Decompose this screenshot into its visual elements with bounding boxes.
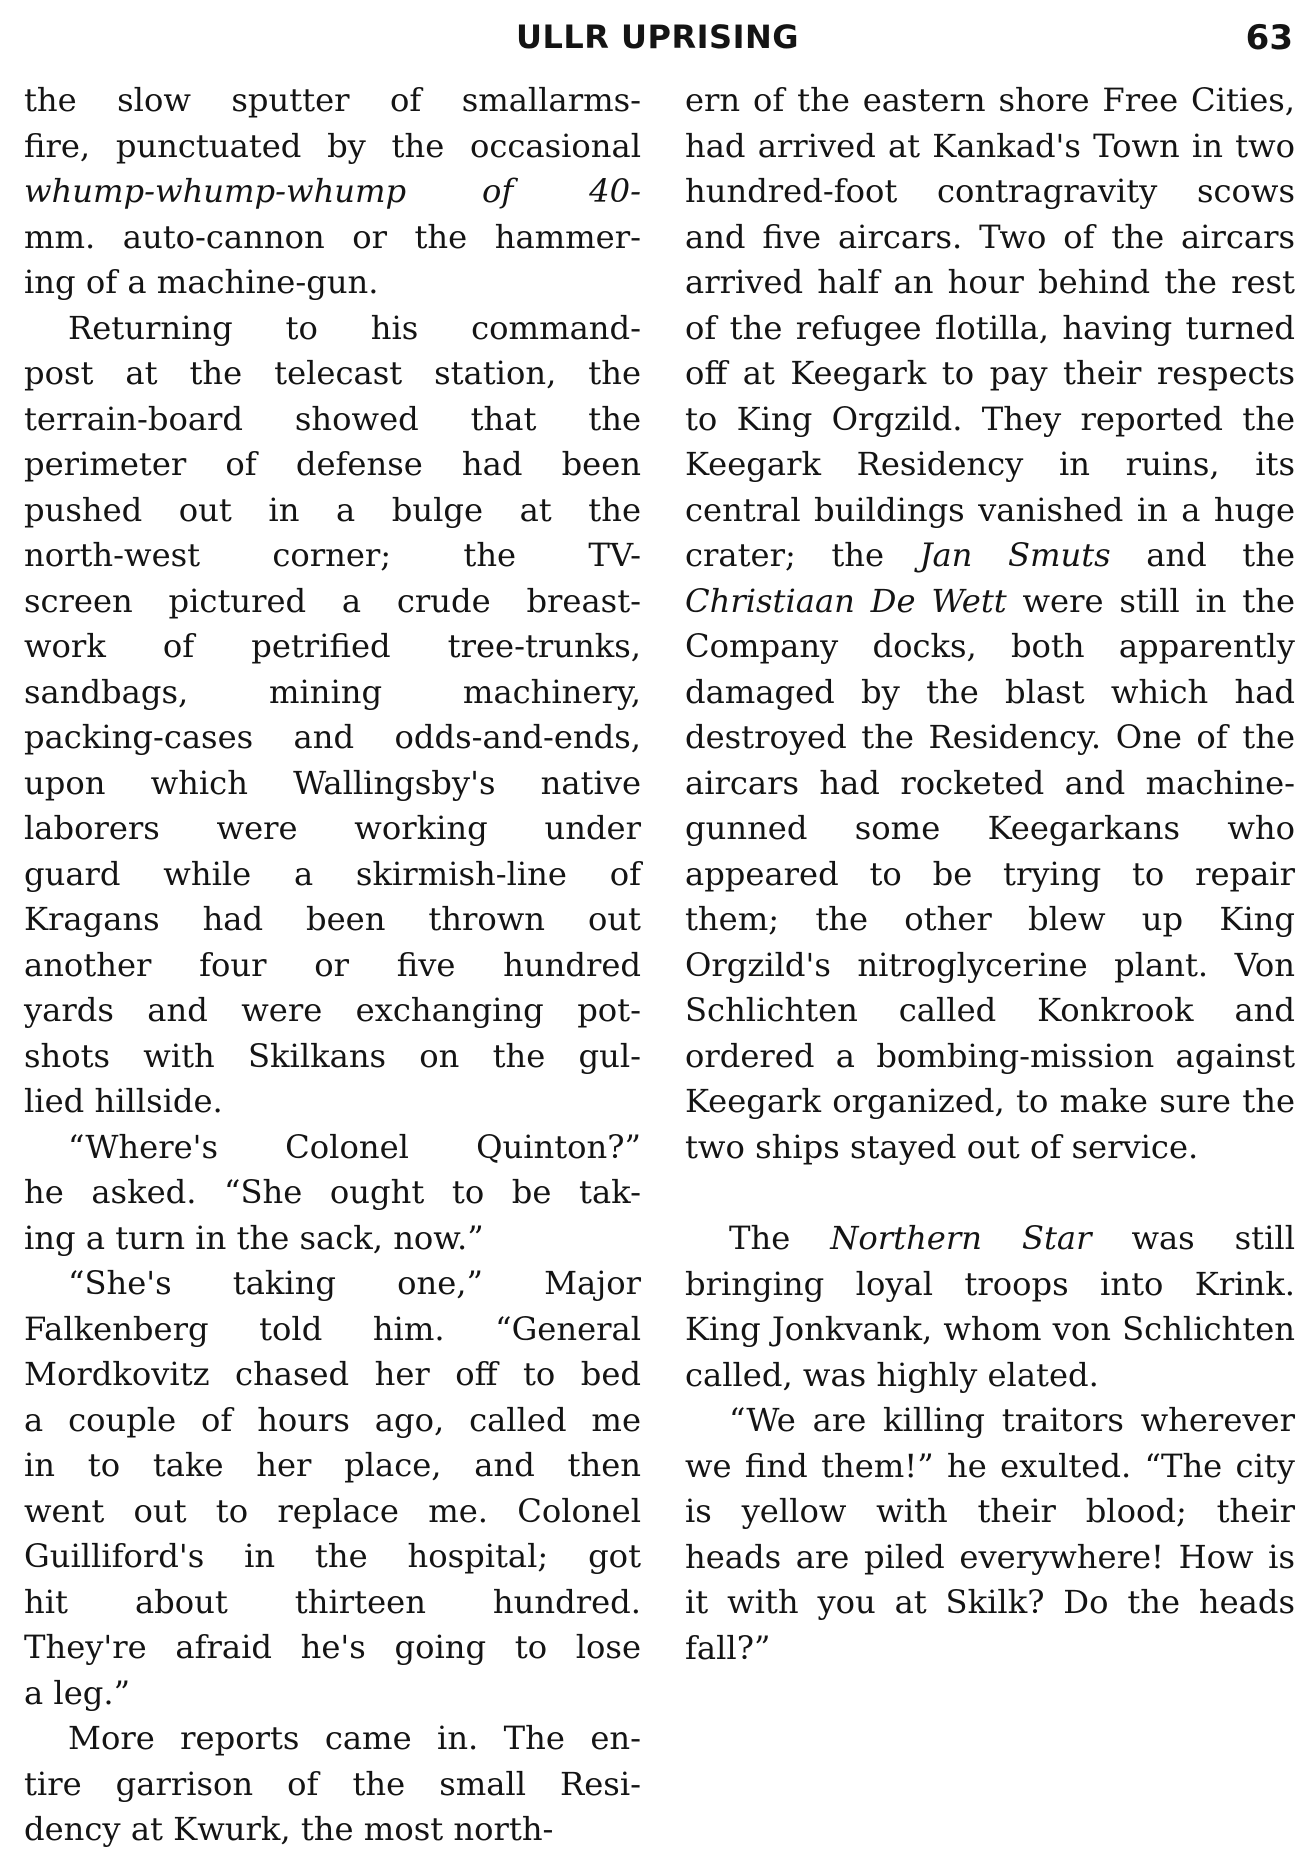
text-line: Kragans had been thrown out bbox=[24, 900, 641, 938]
text-line: went out to replace me. Colonel bbox=[24, 1491, 641, 1530]
text-line bbox=[24, 169, 641, 215]
text-line: screen pictured a crude breast- bbox=[24, 581, 641, 620]
paragraph-text: ern of the eastern shore Free Cities, had arrived at Kankad's Town in two hundred-foot contragravity scows and five aircars. Two of the aircars arrived half an hour behind the rest of the refugee flotilla, having turned off at Keegark to pay their respects to King Orgzild. They reported the Keegark Residency in ruins, its central buildings vanished in a huge crater; the bbox=[685, 81, 1295, 574]
ship-name: Jan Smuts bbox=[919, 536, 1111, 574]
ship-name: Christiaan De Wett bbox=[685, 581, 1007, 620]
text-line: They're afraid he's going to lose bbox=[24, 1628, 641, 1666]
text-line: yards and were exchanging pot- bbox=[24, 991, 641, 1029]
text-line: tire garrison of the small Resi- bbox=[24, 1764, 641, 1803]
ship-name: Northern Star bbox=[830, 1219, 1092, 1257]
text-line: ing of a machine-gun. bbox=[24, 263, 379, 301]
text-line: Mordkovitz chased her off to bed bbox=[24, 1355, 641, 1393]
text-line: pushed out in a bulge at the bbox=[24, 490, 641, 529]
left-paragraphs bbox=[24, 306, 641, 1853]
text-line: Falkenberg told him. “General bbox=[24, 1309, 641, 1348]
text-line: post at the telecast station, the bbox=[24, 354, 641, 392]
text-line: “Where's Colonel Quinton?” bbox=[68, 1127, 641, 1166]
text-line: sandbags, mining machinery, bbox=[24, 672, 641, 711]
text-line: he asked. “She ought to be tak- bbox=[24, 1173, 641, 1211]
text-line: upon which Wallingsby's native bbox=[24, 763, 641, 802]
page-number: 63 bbox=[1245, 18, 1293, 58]
text-line: Returning to his command- bbox=[68, 308, 641, 347]
text-line: a leg.” bbox=[24, 1673, 131, 1712]
paragraph bbox=[685, 1216, 1295, 1398]
paragraph bbox=[24, 306, 641, 1125]
text-line: in to take her place, and then bbox=[24, 1446, 641, 1484]
paragraph: “We are killing traitors wherever we find them!” he exulted. “The city is yellow with their blood; their heads are piled everywhere! How is it with you at Skilk? Do the heads fall?” bbox=[685, 1401, 1295, 1667]
text-line: Guilliford's in the hospital; got bbox=[24, 1537, 641, 1575]
text-line: shots with Skilkans on the gul- bbox=[24, 1036, 641, 1075]
paragraph bbox=[24, 1261, 641, 1716]
text-line: mm. auto-cannon or the hammer- bbox=[24, 217, 641, 256]
paragraph-text: was still bringing loyal troops into Krink. King Jonkvank, whom von Schlichten called, was highly elated. bbox=[685, 1219, 1295, 1394]
paragraph bbox=[24, 1716, 641, 1853]
paragraph bbox=[24, 78, 641, 306]
text-line: More reports came in. The en- bbox=[68, 1719, 641, 1757]
paragraph-text: and the bbox=[1110, 536, 1295, 574]
text-line: north-west corner; the TV- bbox=[24, 536, 641, 574]
paragraph-text: were still in the Company docks, both apparently damaged by the blast which had destroyed the Residency. One of the aircars had rocketed and machine-gunned some Keegarkans who appeared to be trying to repair them; the other blew up King Orgzild's nitroglycerine plant. Von Schlichten called Konkrook and ordered a bombing-mission against Keegark organized, to make sure the two ships stayed out of service. bbox=[685, 581, 1295, 1166]
text-line: fire, punctuated by the occasional bbox=[24, 126, 641, 165]
paragraph-text: The bbox=[729, 1219, 831, 1257]
text-line: dency at Kwurk, the most north- bbox=[24, 1810, 554, 1848]
sound-effect: whump-whump-whump of 40- bbox=[24, 172, 641, 210]
paragraph bbox=[685, 78, 1295, 1170]
running-title: ULLR UPRISING bbox=[515, 18, 800, 56]
section-gap bbox=[685, 1170, 1295, 1216]
text-line: a couple of hours ago, called me bbox=[24, 1400, 641, 1439]
text-line: work of petrified tree-trunks, bbox=[24, 627, 641, 665]
text-line: the slow sputter of smallarms- bbox=[24, 81, 641, 119]
text-line: ing a turn in the sack, now.” bbox=[24, 1218, 484, 1257]
text-line: packing-cases and odds-and-ends, bbox=[24, 718, 641, 756]
text-line: terrain-board showed that the bbox=[24, 399, 641, 438]
page-header bbox=[0, 14, 1315, 58]
paragraph bbox=[24, 1125, 641, 1262]
left-column bbox=[24, 78, 641, 1853]
right-column bbox=[685, 78, 1295, 1671]
text-line: guard while a skirmish-line of bbox=[24, 854, 641, 893]
text-line: perimeter of defense had been bbox=[24, 445, 641, 483]
text-line: laborers were working under bbox=[24, 809, 641, 847]
text-line: another four or five hundred bbox=[24, 945, 641, 984]
text-line: hit about thirteen hundred. bbox=[24, 1582, 641, 1621]
text-line: lied hillside. bbox=[24, 1082, 223, 1120]
text-line: “She's taking one,” Major bbox=[68, 1264, 641, 1302]
